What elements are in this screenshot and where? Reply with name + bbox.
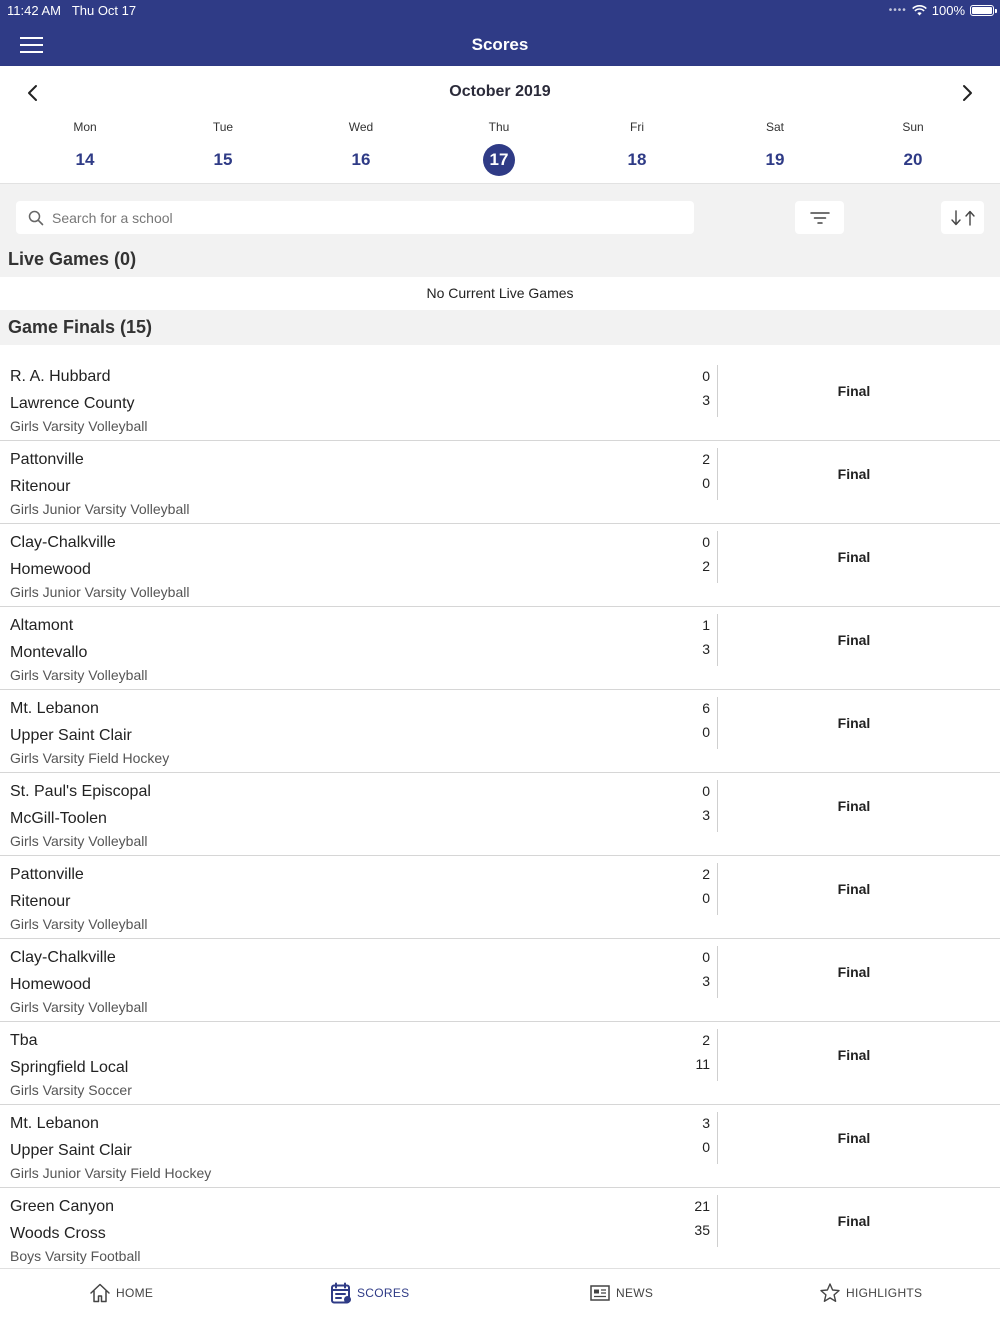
home-team-score: 0 [702, 534, 710, 550]
away-team-score: 0 [702, 724, 710, 740]
signal-icon: •••• [888, 5, 907, 16]
search-box[interactable] [16, 201, 694, 234]
home-team-name: St. Paul's Episcopal [10, 783, 151, 800]
game-row[interactable] [0, 856, 1000, 939]
sport-label: Girls Junior Varsity Field Hockey [10, 1165, 212, 1181]
status-time: 11:42 AM [7, 3, 61, 18]
score-divider [717, 863, 718, 915]
game-status: Final [837, 964, 871, 980]
away-team-score: 35 [694, 1222, 710, 1238]
calendar-day-tue[interactable] [183, 120, 263, 176]
away-team-name: Upper Saint Clair [10, 727, 132, 744]
home-team-name: Clay-Chalkville [10, 534, 116, 551]
game-row[interactable] [0, 1188, 1000, 1271]
tab-news[interactable] [589, 1281, 653, 1305]
away-team-name: Homewood [10, 561, 91, 578]
game-row[interactable] [0, 441, 1000, 524]
home-team-name: Clay-Chalkville [10, 949, 116, 966]
away-team-name: Woods Cross [10, 1225, 106, 1242]
wifi-icon [912, 5, 927, 16]
day-of-week-label: Fri [630, 120, 644, 134]
tab-scores[interactable] [330, 1281, 409, 1305]
away-team-name: Springfield Local [10, 1059, 129, 1076]
game-status: Final [837, 715, 871, 731]
calendar-day-fri[interactable] [597, 120, 677, 176]
away-team-score: 11 [695, 1056, 710, 1072]
away-team-name: McGill-Toolen [10, 810, 107, 827]
day-of-week-label: Wed [348, 120, 374, 134]
sport-label: Girls Varsity Soccer [10, 1082, 132, 1098]
home-team-score: 3 [702, 1115, 710, 1131]
calendar-month: October 2019 [449, 83, 551, 100]
next-week-button[interactable] [954, 80, 980, 106]
sport-label: Girls Varsity Volleyball [10, 667, 148, 683]
away-team-score: 3 [702, 641, 710, 657]
away-team-score: 0 [702, 1139, 710, 1155]
filter-icon [810, 211, 830, 225]
day-of-week-label: Sun [902, 120, 924, 134]
game-status: Final [837, 549, 871, 565]
home-team-score: 1 [702, 617, 710, 633]
status-date: Thu Oct 17 [71, 3, 137, 18]
tab-home[interactable] [89, 1281, 153, 1305]
sport-label: Girls Junior Varsity Volleyball [10, 584, 190, 600]
home-team-score: 2 [702, 1032, 710, 1048]
game-row[interactable] [0, 607, 1000, 690]
calendar-day-wed[interactable] [321, 120, 401, 176]
away-team-score: 2 [702, 558, 710, 574]
day-of-week-label: Tue [212, 120, 234, 134]
away-team-name: Upper Saint Clair [10, 1142, 132, 1159]
bottom-tab-bar [0, 1268, 1000, 1334]
status-indicators [889, 3, 994, 18]
score-divider [717, 780, 718, 832]
status-bar [0, 0, 1000, 20]
game-status: Final [837, 798, 871, 814]
home-team-name: Mt. Lebanon [10, 1115, 99, 1132]
day-number: 19 [765, 150, 785, 169]
away-team-name: Montevallo [10, 644, 88, 661]
away-team-name: Lawrence County [10, 395, 135, 412]
sport-label: Girls Varsity Volleyball [10, 833, 148, 849]
calendar-day-thu[interactable] [459, 120, 539, 176]
home-team-score: 0 [702, 368, 710, 384]
score-divider [717, 448, 718, 500]
home-team-name: Pattonville [10, 866, 84, 883]
calendar-day-sun[interactable] [873, 120, 953, 176]
sort-button[interactable] [941, 201, 984, 234]
chevron-right-icon [954, 80, 980, 106]
day-number: 16 [351, 150, 371, 169]
tab-scores-label: SCORES [357, 1286, 410, 1300]
away-team-name: Homewood [10, 976, 91, 993]
news-icon [589, 1282, 611, 1304]
tab-home-label: HOME [116, 1286, 154, 1300]
battery-percent: 100% [931, 3, 965, 18]
home-team-name: Mt. Lebanon [10, 700, 99, 717]
home-team-name: Altamont [10, 617, 74, 634]
score-divider [717, 365, 718, 417]
game-status: Final [837, 466, 871, 482]
score-divider [717, 1029, 718, 1081]
star-icon [819, 1282, 841, 1304]
sport-label: Girls Varsity Volleyball [10, 916, 148, 932]
day-number: 20 [903, 150, 923, 169]
day-of-week-label: Thu [488, 120, 510, 134]
filter-button[interactable] [795, 201, 844, 234]
score-divider [717, 531, 718, 583]
game-row[interactable] [0, 939, 1000, 1022]
calendar-day-sat[interactable] [735, 120, 815, 176]
score-divider [717, 1112, 718, 1164]
away-team-score: 3 [702, 973, 710, 989]
search-input[interactable] [52, 210, 652, 226]
away-team-score: 0 [702, 890, 710, 906]
day-of-week-label: Sat [765, 120, 784, 134]
tab-highlights[interactable] [819, 1281, 922, 1305]
home-icon [89, 1282, 111, 1304]
game-list [0, 358, 1000, 1271]
away-team-score: 3 [702, 392, 710, 408]
day-of-week-label: Mon [73, 120, 97, 134]
home-team-name: R. A. Hubbard [10, 368, 111, 385]
day-number: 17 [483, 144, 515, 176]
sport-label: Girls Varsity Volleyball [10, 418, 148, 434]
home-team-name: Pattonville [10, 451, 84, 468]
home-team-score: 21 [694, 1198, 710, 1214]
sport-label: Girls Varsity Field Hockey [10, 750, 170, 766]
away-team-score: 0 [702, 475, 710, 491]
sport-label: Girls Junior Varsity Volleyball [10, 501, 190, 517]
home-team-score: 2 [702, 866, 710, 882]
app-header [0, 0, 1000, 66]
tab-news-label: NEWS [616, 1286, 654, 1300]
game-finals-heading: Game Finals (15) [0, 310, 1000, 345]
tab-highlights-label: HIGHLIGHTS [846, 1286, 923, 1300]
home-team-score: 0 [702, 783, 710, 799]
game-status: Final [837, 1213, 871, 1229]
calendar-day-mon[interactable] [45, 120, 125, 176]
home-team-name: Tba [10, 1032, 38, 1049]
day-number: 14 [75, 150, 95, 169]
home-team-score: 2 [702, 451, 710, 467]
day-number: 15 [213, 150, 233, 169]
live-games-heading: Live Games (0) [0, 242, 1000, 277]
game-row[interactable] [0, 1105, 1000, 1188]
no-live-games-message: No Current Live Games [0, 277, 1000, 310]
game-row[interactable] [0, 358, 1000, 441]
sport-label: Girls Varsity Volleyball [10, 999, 148, 1015]
game-status: Final [837, 881, 871, 897]
game-row[interactable] [0, 1022, 1000, 1105]
score-divider [717, 614, 718, 666]
day-number: 18 [627, 150, 647, 169]
game-status: Final [837, 383, 871, 399]
search-bar-row [0, 184, 1000, 242]
game-row[interactable] [0, 690, 1000, 773]
week-calendar [0, 66, 1000, 184]
home-team-name: Green Canyon [10, 1198, 115, 1215]
away-team-name: Ritenour [10, 893, 71, 910]
away-team-score: 3 [702, 807, 710, 823]
game-row[interactable] [0, 773, 1000, 856]
home-team-score: 6 [702, 700, 710, 716]
away-team-name: Ritenour [10, 478, 71, 495]
game-status: Final [837, 632, 871, 648]
score-divider [717, 1195, 718, 1247]
page-title: Scores [471, 35, 529, 54]
home-team-score: 0 [702, 949, 710, 965]
sport-label: Boys Varsity Football [10, 1248, 141, 1264]
score-divider [717, 697, 718, 749]
game-status: Final [837, 1047, 871, 1063]
search-icon [28, 210, 44, 226]
scores-icon [330, 1282, 352, 1304]
game-row[interactable] [0, 524, 1000, 607]
score-divider [717, 946, 718, 998]
status-time-date [7, 3, 136, 18]
sort-icon [949, 210, 977, 226]
battery-icon [970, 5, 994, 16]
game-status: Final [837, 1130, 871, 1146]
